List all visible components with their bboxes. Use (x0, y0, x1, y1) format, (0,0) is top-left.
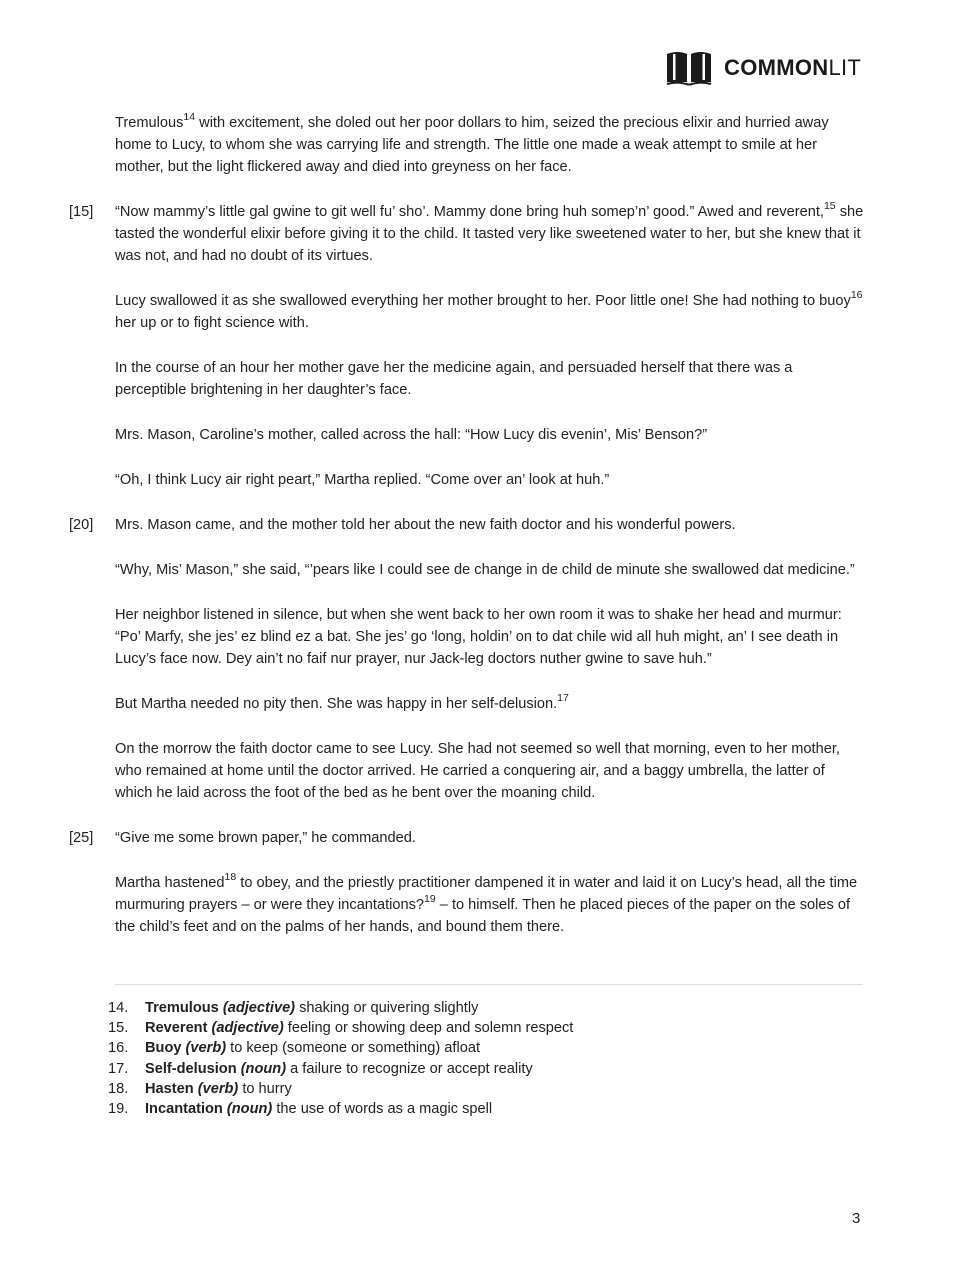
passage-body (69, 111, 865, 961)
footnote-number: 14. (108, 1000, 129, 1016)
footnote-part-of-speech: (adjective) (211, 1020, 284, 1037)
logo-text-bold: COMMON (724, 55, 829, 80)
footnote-entry (145, 998, 478, 1018)
footnote-ref[interactable]: 18 (224, 871, 237, 883)
paragraph-text: “Give me some brown paper,” he commanded. (115, 830, 416, 846)
paragraph-text: “Why, Mis’ Mason,” she said, “’pears like I could see de change in de child de minute she swallowed dat medicine.” (115, 562, 855, 578)
footnote-ref[interactable]: 16 (850, 289, 863, 301)
paragraph (115, 738, 865, 804)
footnote-part-of-speech: (noun) (226, 1101, 273, 1118)
paragraph (115, 469, 865, 491)
footnote-term: Hasten (145, 1080, 194, 1097)
footnote-number: 18. (108, 1080, 129, 1097)
footnote-entry (145, 1099, 492, 1119)
paragraph-number: [15] (69, 204, 94, 220)
footnote-number: 15. (108, 1020, 129, 1037)
paragraph (115, 357, 865, 401)
paragraph (115, 559, 865, 581)
open-book-icon (666, 50, 712, 86)
paragraph (115, 872, 865, 938)
footnote-item (108, 1099, 573, 1119)
footnote-term: Buoy (145, 1040, 182, 1057)
footnote-term: Self-delusion (145, 1060, 237, 1077)
paragraph-text: – to himself. Then he placed pieces of the paper on the soles of the child’s feet and on the palms of her hands, and bound them there. (115, 897, 851, 935)
paragraph-text: In the course of an hour her mother gave her the medicine again, and persuaded herself that there was a perceptible brightening in her daughter’s face. (115, 360, 793, 398)
footnote-ref[interactable]: 19 (424, 893, 436, 905)
footnote-ref[interactable]: 15 (823, 200, 836, 212)
footnote-item (108, 1059, 573, 1079)
footnote-term: Tremulous (145, 1000, 219, 1016)
footnote-definition: feeling or showing deep and solemn respect (283, 1020, 574, 1037)
footnote-item (108, 1038, 573, 1058)
commonlit-logo (666, 50, 861, 86)
paragraph (115, 604, 865, 670)
footnote-definition: to hurry (238, 1080, 292, 1097)
paragraph-text: “Oh, I think Lucy air right peart,” Martha replied. “Come over an’ look at huh.” (115, 472, 610, 488)
paragraph-text: Lucy swallowed it as she swallowed everything her mother brought to her. Poor little one! She had nothing to buoy (115, 293, 851, 309)
logo-text (724, 57, 861, 79)
footnote-number: 17. (108, 1060, 129, 1077)
paragraph-number: [25] (69, 830, 94, 846)
footnote-part-of-speech: (noun) (240, 1060, 287, 1077)
footnote-part-of-speech: (verb) (197, 1080, 239, 1097)
footnote-term: Incantation (145, 1101, 223, 1118)
footnote-ref[interactable]: 17 (557, 692, 569, 704)
paragraph-number: [20] (69, 517, 94, 533)
footnote-entry (145, 1038, 480, 1058)
footnote-list (108, 998, 573, 1119)
footnote-item (108, 1079, 573, 1099)
paragraph (69, 200, 865, 267)
paragraph (115, 290, 865, 334)
footnote-definition: the use of words as a magic spell (272, 1101, 493, 1118)
page-number: 3 (852, 1210, 861, 1227)
footnote-definition: a failure to recognize or accept reality (286, 1060, 533, 1077)
footnote-item (108, 1018, 573, 1038)
paragraph-text: Mrs. Mason came, and the mother told her about the new faith doctor and his wonderful powers. (115, 517, 736, 533)
footnote-entry (145, 1079, 292, 1099)
paragraph-text: she tasted the wonderful elixir before giving it to the child. It tasted very like sweetened water to her, but she knew that it was not, and had no doubt of its virtues. (115, 204, 864, 264)
footnote-part-of-speech: (verb) (185, 1040, 227, 1057)
paragraph-text: Her neighbor listened in silence, but when she went back to her own room it was to shake her head and murmur: “Po’ Marfy, she jes’ ez blind ez a bat. She jes’ go ‘long, holdin’ on to dat chile wid all huh might, an’ I see death in Lucy’s face now. Dey ain’t no faif nur prayer, nur Jack-leg doctors nuther gwine to save huh.” (115, 607, 842, 667)
footnote-divider (115, 984, 863, 985)
paragraph-text: “Now mammy’s little gal gwine to git well fu’ sho’. Mammy done bring huh somep’n’ good.” Awed and reverent, (115, 204, 824, 220)
paragraph-text: Martha hastened (115, 875, 225, 891)
paragraph-text: Tremulous (115, 115, 184, 131)
footnote-number: 19. (108, 1101, 129, 1118)
footnote-entry (145, 1059, 533, 1079)
paragraph (69, 514, 865, 536)
paragraph-text: On the morrow the faith doctor came to see Lucy. She had not seemed so well that morning, even to her mother, who remained at home until the doctor arrived. He carried a conquering air, and a baggy umbrella, the latter of which he laid across the foot of the bed as he bent over the moaning child. (115, 741, 840, 801)
footnote-number: 16. (108, 1040, 129, 1057)
footnote-term: Reverent (145, 1020, 208, 1037)
footnote-part-of-speech: (adjective) (222, 1000, 296, 1016)
paragraph (69, 827, 865, 849)
footnote-item (108, 998, 573, 1018)
paragraph (115, 424, 865, 446)
paragraph-text: to obey, and the priestly practitioner dampened it in water and laid it on Lucy’s head, all the time murmuring prayers – or were they incantations? (115, 875, 858, 913)
paragraph-text: her up or to fight science with. (115, 315, 309, 331)
footnote-ref[interactable]: 14 (183, 111, 196, 123)
logo-text-light: LIT (828, 55, 862, 80)
footnote-definition: shaking or quivering slightly (295, 1000, 479, 1016)
paragraph-text: with excitement, she doled out her poor dollars to him, seized the precious elixir and hurried away home to Lucy, to whom she was carrying life and strength. The little one made a weak attempt to smile at her mother, but the light flickered away and died into greyness on her face. (115, 115, 829, 175)
footnote-entry (145, 1018, 573, 1038)
paragraph (115, 693, 865, 715)
paragraph-text: But Martha needed no pity then. She was happy in her self-delusion. (115, 696, 558, 712)
paragraph-text: Mrs. Mason, Caroline’s mother, called across the hall: “How Lucy dis evenin’, Mis’ Benson?” (115, 427, 708, 443)
footnote-definition: to keep (someone or something) afloat (226, 1040, 481, 1057)
paragraph (115, 112, 865, 178)
